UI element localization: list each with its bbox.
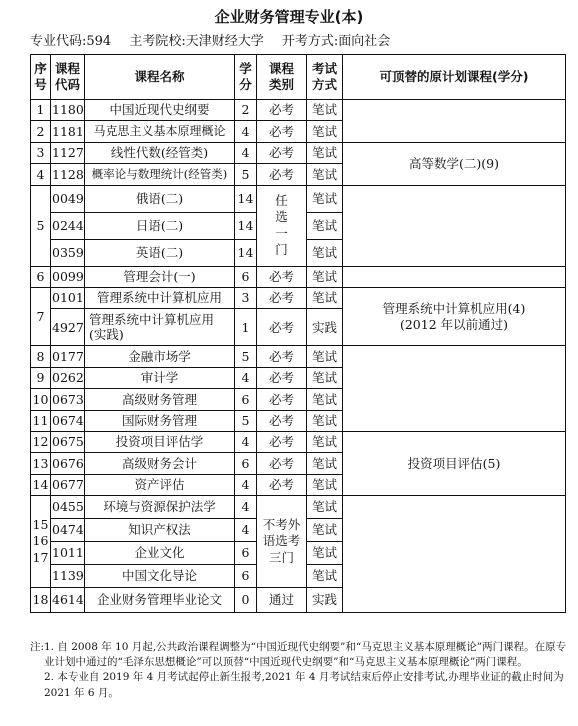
exam-mode: 开考方式:面向社会 — [281, 34, 391, 49]
cell-exam: 笔试 — [307, 474, 343, 495]
cell-seq: 3 — [31, 142, 51, 163]
cell-credit: 5 — [235, 164, 257, 185]
cell-replacement-math: 高等数学(二)(9) — [343, 142, 566, 185]
cell-code: 0673 — [51, 389, 85, 410]
cell-exam: 笔试 — [307, 287, 343, 308]
note-1-text: 1. 自 2008 年 10 月起,公共政治课程调整为“中国近现代史纲要”和“马克思主义基本原理概论”两门课程。在原专业计划中通过的“毛泽东思想概论”可以顶替“中国近现代史纲要”和“马克思主义基本原理概论”两门课程。 — [44, 641, 567, 669]
table-row — [31, 142, 566, 163]
cell-exam: 笔试 — [307, 367, 343, 388]
cell-exam: 笔试 — [307, 100, 343, 121]
cell-seq: 12 — [31, 431, 51, 452]
cell-code: 1127 — [51, 142, 85, 163]
cell-name: 中国文化导论 — [85, 565, 235, 588]
note-2 — [30, 670, 570, 700]
cell-type: 必考 — [257, 100, 307, 121]
cell-type: 必考 — [257, 431, 307, 452]
cell-name: 管理系统中计算机应用 (实践) — [85, 309, 235, 346]
header-type: 课程 类别 — [257, 55, 307, 100]
cell-exam: 笔试 — [307, 453, 343, 474]
cell-credit: 6 — [235, 565, 257, 588]
cell-replacement-empty — [343, 266, 566, 287]
cell-seq: 9 — [31, 367, 51, 388]
cell-credit: 4 — [235, 121, 257, 142]
cell-code: 0674 — [51, 410, 85, 431]
cell-code: 0675 — [51, 431, 85, 452]
cell-exam: 笔试 — [307, 431, 343, 452]
cell-code: 1180 — [51, 100, 85, 121]
cell-name: 概率论与数理统计(经管类) — [85, 164, 235, 185]
cell-code: 0244 — [51, 212, 85, 239]
cell-code: 0359 — [51, 239, 85, 266]
cell-name: 知识产权法 — [85, 519, 235, 542]
cell-credit: 4 — [235, 496, 257, 519]
cell-type: 必考 — [257, 367, 307, 388]
cell-code: 0049 — [51, 185, 85, 212]
cell-credit: 6 — [235, 453, 257, 474]
cell-exam: 笔试 — [307, 519, 343, 542]
notes-section — [30, 640, 570, 701]
cell-name: 日语(二) — [85, 212, 235, 239]
cell-type-elective3: 不考外 语选考 三门 — [257, 496, 307, 588]
cell-seq: 6 — [31, 266, 51, 287]
cell-credit: 6 — [235, 389, 257, 410]
cell-code: 0676 — [51, 453, 85, 474]
note-2-text: 2. 本专业自 2019 年 4 月考试起停止新生报考,2021 年 4 月考试结束后停止安排考试,办理毕业证的截止时间为 2021 年 6 月。 — [44, 671, 564, 699]
cell-replacement-empty — [343, 100, 566, 143]
cell-type: 必考 — [257, 287, 307, 308]
cell-seq: 1 — [31, 100, 51, 121]
cell-seq: 11 — [31, 410, 51, 431]
header-credit: 学 分 — [235, 55, 257, 100]
cell-name: 俄语(二) — [85, 185, 235, 212]
cell-replacement-computer: 管理系统中计算机应用(4) (2012 年以前通过) — [343, 287, 566, 345]
cell-name: 环境与资源保护法学 — [85, 496, 235, 519]
cell-code: 0677 — [51, 474, 85, 495]
cell-exam: 笔试 — [307, 121, 343, 142]
cell-credit: 4 — [235, 367, 257, 388]
note-1 — [30, 640, 570, 670]
cell-credit: 4 — [235, 431, 257, 452]
cell-code: 1139 — [51, 565, 85, 588]
cell-type: 必考 — [257, 309, 307, 346]
cell-exam: 笔试 — [307, 346, 343, 367]
header-seq: 序 号 — [31, 55, 51, 100]
cell-seq: 18 — [31, 588, 51, 613]
cell-type: 必考 — [257, 474, 307, 495]
table-row — [31, 431, 566, 452]
cell-name: 投资项目评估学 — [85, 431, 235, 452]
header-code: 课程 代码 — [51, 55, 85, 100]
cell-type: 通过 — [257, 588, 307, 613]
cell-seq: 5 — [31, 185, 51, 266]
cell-name: 高级财务会计 — [85, 453, 235, 474]
cell-type: 必考 — [257, 266, 307, 287]
cell-exam: 笔试 — [307, 239, 343, 266]
cell-name: 管理会计(一) — [85, 266, 235, 287]
cell-exam: 实践 — [307, 309, 343, 346]
cell-name: 马克思主义基本原理概论 — [85, 121, 235, 142]
cell-code: 4614 — [51, 588, 85, 613]
cell-credit: 6 — [235, 542, 257, 565]
cell-exam: 笔试 — [307, 542, 343, 565]
cell-exam: 笔试 — [307, 142, 343, 163]
cell-type: 必考 — [257, 164, 307, 185]
cell-credit: 4 — [235, 519, 257, 542]
table-row — [31, 496, 566, 519]
cell-replacement-empty — [343, 496, 566, 613]
cell-type: 必考 — [257, 453, 307, 474]
cell-seq: 8 — [31, 346, 51, 367]
cell-seq: 4 — [31, 164, 51, 185]
cell-credit: 6 — [235, 266, 257, 287]
table-row — [31, 346, 566, 367]
course-table — [30, 54, 566, 613]
cell-replacement-empty — [343, 185, 566, 266]
cell-type: 必考 — [257, 142, 307, 163]
cell-name: 企业文化 — [85, 542, 235, 565]
cell-type-elective: 任 选 一 门 — [257, 185, 307, 266]
notes-label: 注: — [30, 641, 45, 653]
cell-exam: 笔试 — [307, 212, 343, 239]
cell-name: 资产评估 — [85, 474, 235, 495]
cell-name: 金融市场学 — [85, 346, 235, 367]
cell-credit: 14 — [235, 239, 257, 266]
cell-code: 4927 — [51, 309, 85, 346]
cell-exam: 笔试 — [307, 496, 343, 519]
cell-credit: 2 — [235, 100, 257, 121]
cell-credit: 1 — [235, 309, 257, 346]
table-row — [31, 100, 566, 121]
cell-exam: 笔试 — [307, 565, 343, 588]
cell-seq: 13 — [31, 453, 51, 474]
cell-exam: 笔试 — [307, 266, 343, 287]
cell-replacement-invest: 投资项目评估(5) — [343, 431, 566, 495]
cell-exam: 笔试 — [307, 185, 343, 212]
cell-seq: 2 — [31, 121, 51, 142]
cell-credit: 0 — [235, 588, 257, 613]
cell-credit: 14 — [235, 185, 257, 212]
cell-exam: 实践 — [307, 588, 343, 613]
cell-code: 0455 — [51, 496, 85, 519]
cell-name: 高级财务管理 — [85, 389, 235, 410]
cell-credit: 5 — [235, 346, 257, 367]
cell-seq: 15 16 17 — [31, 496, 51, 588]
cell-seq: 10 — [31, 389, 51, 410]
cell-credit: 5 — [235, 410, 257, 431]
cell-code: 0099 — [51, 266, 85, 287]
cell-name: 线性代数(经管类) — [85, 142, 235, 163]
cell-seq: 7 — [31, 287, 51, 345]
cell-code: 1128 — [51, 164, 85, 185]
table-row — [31, 287, 566, 308]
table-row — [31, 185, 566, 212]
cell-code: 0177 — [51, 346, 85, 367]
cell-exam: 笔试 — [307, 164, 343, 185]
cell-exam: 笔试 — [307, 410, 343, 431]
cell-code: 0262 — [51, 367, 85, 388]
major-info — [30, 30, 404, 49]
cell-credit: 3 — [235, 287, 257, 308]
cell-credit: 4 — [235, 142, 257, 163]
cell-name: 管理系统中计算机应用 — [85, 287, 235, 308]
cell-code: 0101 — [51, 287, 85, 308]
exam-school: 主考院校:天津财经大学 — [129, 34, 264, 49]
header-replacement: 可顶替的原计划课程(学分) — [343, 55, 566, 100]
table-header-row — [31, 55, 566, 100]
cell-type: 必考 — [257, 410, 307, 431]
header-name: 课程名称 — [85, 55, 235, 100]
cell-code: 1011 — [51, 542, 85, 565]
page-title: 企业财务管理专业(本) — [214, 8, 364, 26]
header-exam: 考试 方式 — [307, 55, 343, 100]
cell-type: 必考 — [257, 346, 307, 367]
cell-type: 必考 — [257, 389, 307, 410]
table-row — [31, 266, 566, 287]
cell-credit: 14 — [235, 212, 257, 239]
cell-seq: 14 — [31, 474, 51, 495]
cell-exam: 笔试 — [307, 389, 343, 410]
cell-name: 中国近现代史纲要 — [85, 100, 235, 121]
cell-name: 国际财务管理 — [85, 410, 235, 431]
cell-credit: 4 — [235, 474, 257, 495]
cell-name: 审计学 — [85, 367, 235, 388]
major-code: 专业代码:594 — [30, 34, 112, 49]
cell-code: 0474 — [51, 519, 85, 542]
cell-code: 1181 — [51, 121, 85, 142]
cell-type: 必考 — [257, 121, 307, 142]
cell-replacement-empty — [343, 346, 566, 432]
cell-name: 企业财务管理毕业论文 — [85, 588, 235, 613]
cell-name: 英语(二) — [85, 239, 235, 266]
